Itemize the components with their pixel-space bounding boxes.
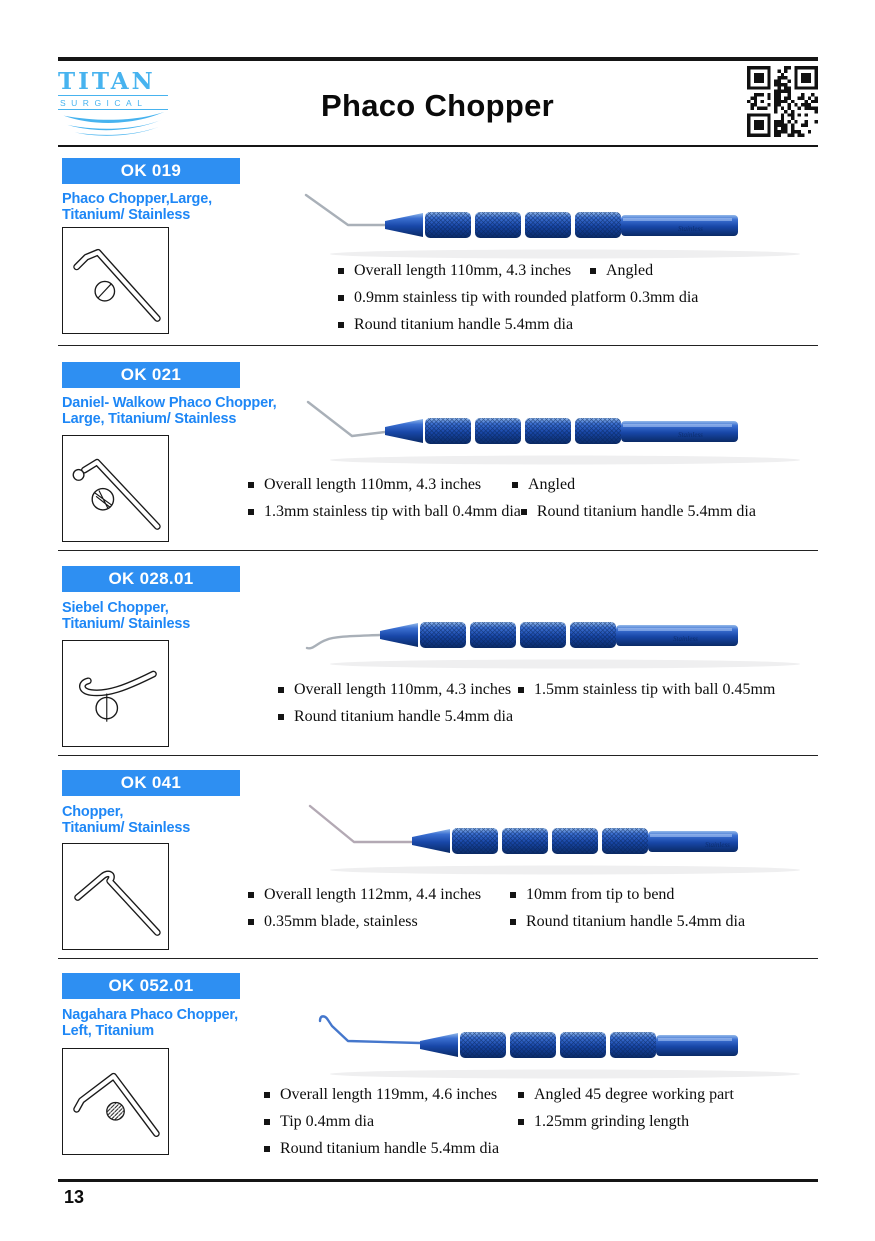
- spec-text: Overall length 110mm, 4.3 inches: [354, 262, 572, 279]
- product-name-line: Titanium/ Stainless: [62, 616, 191, 633]
- product-name: [62, 804, 307, 836]
- spec-list: [338, 262, 698, 343]
- spec-item: [338, 316, 590, 334]
- spec-text: 1.5mm stainless tip with ball 0.45mm: [534, 681, 776, 698]
- spec-text: Round titanium handle 5.4mm dia: [526, 913, 746, 930]
- product-name-line: Titanium/ Stainless: [62, 820, 191, 837]
- product-name-line: Left, Titanium: [62, 1023, 154, 1040]
- spec-row: [338, 262, 698, 280]
- bullet-icon: [248, 482, 254, 488]
- spec-item: [338, 262, 590, 280]
- product-code-badge: OK 021: [62, 362, 240, 388]
- header-rule: [58, 145, 818, 147]
- svg-text:Stainless: Stainless: [705, 841, 730, 849]
- spec-list: [248, 476, 756, 530]
- spec-text: Round titanium handle 5.4mm dia: [354, 316, 574, 333]
- bullet-icon: [521, 509, 527, 515]
- svg-text:Stainless: Stainless: [678, 431, 703, 439]
- section-divider: [58, 755, 818, 756]
- instrument-photo: [290, 592, 820, 672]
- spec-row: [248, 886, 745, 904]
- product-code-badge: OK 052.01: [62, 973, 240, 999]
- bullet-icon: [518, 1119, 524, 1125]
- spec-list: [278, 681, 775, 735]
- bullet-icon: [518, 687, 524, 693]
- instrument-photo: [290, 182, 820, 262]
- instrument-photo: [290, 798, 820, 878]
- spec-row: [248, 913, 745, 931]
- spec-text: Overall length 110mm, 4.3 inches: [294, 681, 512, 698]
- spec-row: [264, 1140, 734, 1158]
- spec-item: [248, 913, 510, 931]
- spec-row: [278, 708, 775, 726]
- spec-text: Angled: [528, 476, 576, 493]
- bullet-icon: [512, 482, 518, 488]
- page-number: 13: [64, 1187, 85, 1207]
- tip-diagram: [62, 227, 169, 334]
- bullet-icon: [264, 1119, 270, 1125]
- spec-text: 0.9mm stainless tip with rounded platform 0.3mm dia: [354, 289, 699, 306]
- spec-item: [338, 289, 698, 307]
- spec-item: [278, 681, 518, 699]
- spec-item: [518, 1113, 689, 1131]
- spec-item: [518, 681, 775, 699]
- spec-text: 0.35mm blade, stainless: [264, 913, 418, 930]
- spec-text: 1.25mm grinding length: [534, 1113, 690, 1130]
- tip-diagram: [62, 435, 169, 542]
- bullet-icon: [264, 1146, 270, 1152]
- spec-text: Round titanium handle 5.4mm dia: [280, 1140, 500, 1157]
- spec-text: Tip 0.4mm dia: [280, 1113, 375, 1130]
- product-name-line: Large, Titanium/ Stainless: [62, 411, 237, 428]
- spec-row: [264, 1086, 734, 1104]
- svg-text:Stainless: Stainless: [673, 635, 698, 643]
- product-name-line: Phaco Chopper,Large,: [62, 191, 212, 207]
- bullet-icon: [338, 295, 344, 301]
- spec-row: [248, 503, 756, 521]
- spec-text: Overall length 110mm, 4.3 inches: [264, 476, 482, 493]
- product-name-line: Daniel- Walkow Phaco Chopper,: [62, 395, 277, 411]
- spec-text: 1.3mm stainless tip with ball 0.4mm dia: [264, 503, 521, 520]
- bullet-icon: [278, 714, 284, 720]
- qr-code: [747, 66, 818, 137]
- bullet-icon: [590, 268, 596, 274]
- spec-item: [510, 886, 674, 904]
- section-divider: [58, 958, 818, 959]
- spec-item: [264, 1113, 518, 1131]
- logo-brand-text: TITAN: [58, 68, 156, 95]
- spec-row: [338, 289, 698, 307]
- product-name: [62, 395, 307, 427]
- spec-item: [264, 1140, 518, 1158]
- bullet-icon: [510, 919, 516, 925]
- bullet-icon: [248, 919, 254, 925]
- product-name-line: Chopper,: [62, 804, 124, 820]
- spec-row: [338, 316, 698, 334]
- spec-text: Angled 45 degree working part: [534, 1086, 734, 1103]
- product-name-line: Titanium/ Stainless: [62, 207, 191, 224]
- product-name: [62, 191, 307, 223]
- footer-rule: [58, 1179, 818, 1182]
- spec-item: [521, 503, 756, 521]
- tip-diagram: [62, 843, 169, 950]
- spec-item: [510, 913, 745, 931]
- bullet-icon: [264, 1092, 270, 1098]
- spec-item: [248, 886, 510, 904]
- spec-text: Overall length 112mm, 4.4 inches: [264, 886, 482, 903]
- product-code-badge: OK 041: [62, 770, 240, 796]
- logo-sub-text: SURGICAL: [58, 95, 168, 110]
- spec-item: [518, 1086, 734, 1104]
- svg-text:Stainless: Stainless: [678, 225, 703, 233]
- spec-list: [248, 886, 745, 940]
- spec-text: Round titanium handle 5.4mm dia: [294, 708, 514, 725]
- instrument-photo: [290, 388, 820, 468]
- bullet-icon: [510, 892, 516, 898]
- spec-item: [264, 1086, 518, 1104]
- section-divider: [58, 550, 818, 551]
- spec-text: Angled: [606, 262, 654, 279]
- tip-diagram: [62, 1048, 169, 1155]
- tip-diagram: [62, 640, 169, 747]
- product-code-badge: OK 019: [62, 158, 240, 184]
- spec-list: [264, 1086, 734, 1167]
- spec-item: [278, 708, 518, 726]
- bullet-icon: [518, 1092, 524, 1098]
- bullet-icon: [248, 892, 254, 898]
- bullet-icon: [248, 509, 254, 515]
- spec-text: Overall length 119mm, 4.6 inches: [280, 1086, 498, 1103]
- product-name-line: Siebel Chopper,: [62, 600, 169, 616]
- product-name-line: Nagahara Phaco Chopper,: [62, 1007, 238, 1023]
- spec-row: [278, 681, 775, 699]
- product-code-badge: OK 028.01: [62, 566, 240, 592]
- spec-item: [248, 503, 521, 521]
- bullet-icon: [278, 687, 284, 693]
- spec-text: Round titanium handle 5.4mm dia: [536, 503, 756, 520]
- spec-row: [264, 1113, 734, 1131]
- product-name: [62, 600, 307, 632]
- instrument-photo: [290, 1002, 820, 1082]
- section-divider: [58, 345, 818, 346]
- spec-text: 10mm from tip to bend: [526, 886, 675, 903]
- spec-row: [248, 476, 756, 494]
- spec-item: [590, 262, 653, 280]
- product-name: [62, 1007, 307, 1039]
- page-title: Phaco Chopper: [321, 88, 554, 123]
- bullet-icon: [338, 322, 344, 328]
- spec-item: [512, 476, 575, 494]
- bullet-icon: [338, 268, 344, 274]
- top-rule: [58, 57, 818, 61]
- spec-item: [248, 476, 512, 494]
